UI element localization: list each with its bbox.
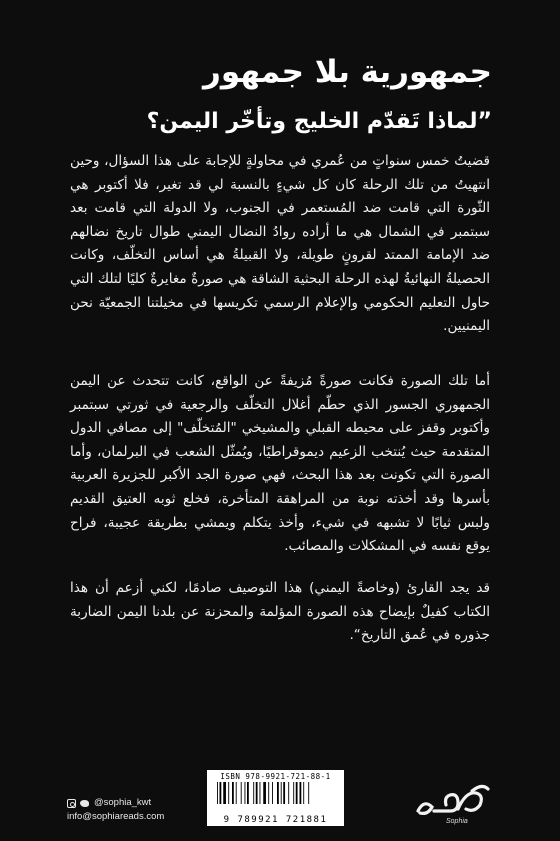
blurb-paragraph-3 [70, 577, 490, 648]
book-subtitle: ”لماذا تَقدّم الخليج وتأخّر اليمن؟ [146, 109, 492, 134]
paragraph-text: قضيتُ خمس سنواتٍ من عُمري في محاولةٍ للإجابة على هذا السؤال، وحين انتهيتُ من تلك الرحلة كان كل شيءٍ بالنسبة لي قد تغير، فلا أكتوبر هي الثّورة التي قامت ضد المُستعمر في الجنوب، ولا الدولة التي قامت بعد سبتمبر في الشمال هي ما أراده روادُ النضال اليمني طوال تاريخ نضالهم ضد الإمامة الممتد لقرونٍ طويلة، ولا القبيلةُ هي أساس التخلّف، وكانت الحصيلةُ النهائيةُ لهذه الرحلة البحثية الشاقة هي صورةٌ مغايرةٌ كليًا لتلك التي حاول التعليم الحكومي والإعلام الرسمي تكريسها في مخيلتنا الجمعيّة نحن اليمنيين. [70, 153, 490, 335]
paragraph-text: أما تلك الصورة فكانت صورةً مُزيفةً عن الواقع، كانت تتحدث عن اليمن الجمهوري الجسور الذي حطّم أغلال التخلّف والرجعية في ثورتي سبتمبر وأكتوبر وقفز على محيطه القبلي والمشيخي "المُتخلّف" إلى مصافي الدول المتقدمة حيث يُنتخب الزعيم ديموقراطيًا، ويُمثّل الشعب في البرلمان، وأما الصورة التي تكونت بعد هذا البحث، فهي صورة الجد الأكبر للجزيرة العربية بأسرها وقد أخذته نوبة من المراهقة المتأخرة، فخلع ثوبه العتيق القديم ولبس ثيابًا لا تشبهه في شيء، وأخذ يتكلم ويمشي بطريقة عجيبة، فراح يوقع نفسه في المشكلات والمصائب. [70, 373, 490, 555]
barcode-stripe [277, 782, 279, 804]
blurb-paragraph-2 [70, 370, 490, 559]
barcode-stripe [268, 782, 269, 804]
barcode-stripe [283, 782, 285, 804]
blurb-paragraph-1 [70, 150, 490, 339]
book-title: جمهورية بلا جمهور [203, 54, 492, 90]
isbn-barcode [207, 770, 344, 826]
instagram-icon [67, 799, 76, 808]
barcode-stripe [303, 782, 304, 804]
social-row [67, 796, 164, 810]
barcode-stripe [217, 782, 218, 804]
barcode-stripe [247, 782, 249, 804]
barcode-stripe [241, 782, 242, 804]
social-handle: @sophia_kwt [94, 797, 152, 808]
isbn-label: ISBN 978-9921-721-88-1 [220, 772, 331, 781]
paragraph-text: قد يجد القارئ (وخاصةً اليمني) هذا التوصيف صادمًا، لكني أزعم أن هذا الكتاب كفيلٌ بإيضاح هذه الصورة المؤلمة والمحزنة عن بلدنا اليمن الضاربة جذوره في عُمق التاريخ“. [70, 580, 490, 644]
publisher-logo-caption: Sophia [446, 818, 468, 825]
barcode-bars [217, 782, 337, 813]
barcode-stripe [296, 782, 298, 804]
barcode-stripe [293, 782, 294, 804]
barcode-stripe [253, 782, 254, 804]
twitter-icon [80, 799, 90, 808]
barcode-stripe [260, 782, 261, 804]
barcode-stripe [245, 782, 246, 804]
barcode-stripe [220, 782, 222, 804]
barcode-stripe [256, 782, 258, 804]
barcode-stripe [300, 782, 302, 804]
barcode-stripe [263, 782, 266, 804]
barcode-stripe [232, 782, 234, 804]
contact-email: info@sophiareads.com [67, 811, 165, 822]
barcode-stripe [223, 782, 226, 804]
barcode-stripe [308, 782, 309, 804]
barcode-stripe [228, 782, 229, 804]
barcode-stripe [281, 782, 282, 804]
barcode-digits: 9 789921 721881 [223, 815, 328, 825]
barcode-stripe [272, 782, 273, 804]
publisher-contact [67, 796, 164, 824]
barcode-stripe [236, 782, 237, 804]
barcode-stripe [288, 782, 289, 804]
